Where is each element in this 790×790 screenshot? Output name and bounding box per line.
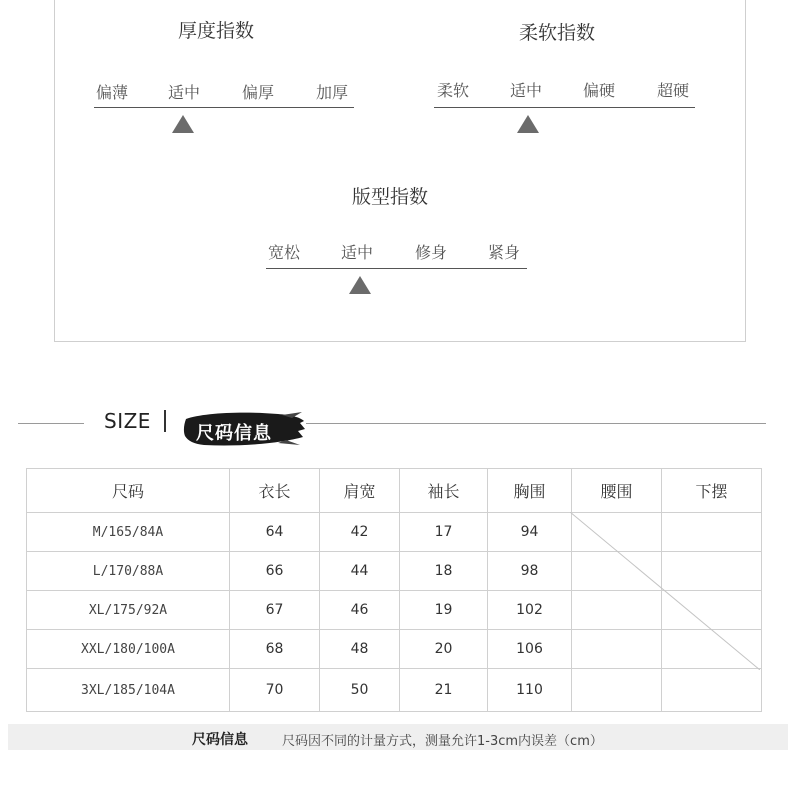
size-table	[26, 468, 762, 712]
header-sleeve: 袖长	[400, 469, 488, 513]
fit-option-loose: 宽松	[268, 243, 301, 262]
thickness-option-thick: 偏厚	[242, 83, 275, 102]
cell-sleeve: 17	[400, 513, 488, 552]
thickness-scale-line	[94, 107, 354, 108]
cell-waist	[572, 591, 662, 630]
table-row	[27, 552, 762, 591]
cell-chest: 94	[488, 513, 572, 552]
cell-hem	[662, 552, 762, 591]
cell-chest: 98	[488, 552, 572, 591]
fit-scale-line	[266, 268, 527, 269]
cell-waist	[572, 669, 662, 712]
cell-waist	[572, 630, 662, 669]
cell-shoulder: 50	[320, 669, 400, 712]
softness-scale-line	[434, 107, 695, 108]
thickness-option-thin: 偏薄	[96, 83, 129, 102]
cell-shoulder: 46	[320, 591, 400, 630]
table-row	[27, 513, 762, 552]
cell-shoulder: 48	[320, 630, 400, 669]
cell-hem	[662, 591, 762, 630]
header-size: 尺码	[27, 469, 230, 513]
softness-marker-icon	[517, 115, 539, 133]
fit-option-slim: 修身	[415, 243, 448, 262]
size-label: SIZE	[104, 409, 151, 433]
cell-sleeve: 19	[400, 591, 488, 630]
softness-option-soft: 柔软	[437, 81, 470, 100]
cell-hem	[662, 513, 762, 552]
cell-waist	[572, 513, 662, 552]
table-row	[27, 591, 762, 630]
cell-length: 70	[230, 669, 320, 712]
thickness-title: 厚度指数	[178, 20, 255, 42]
size-divider	[164, 410, 166, 432]
cell-size: L/170/88A	[27, 552, 230, 591]
fit-option-regular: 适中	[341, 243, 374, 262]
thickness-option-medium: 适中	[168, 83, 201, 102]
size-info-badge: 尺码信息	[196, 423, 272, 444]
header-hem: 下摆	[662, 469, 762, 513]
table-row	[27, 669, 762, 712]
cell-size: 3XL/185/104A	[27, 669, 230, 712]
thickness-marker-icon	[172, 115, 194, 133]
table-header-row	[27, 469, 762, 513]
cell-hem	[662, 669, 762, 712]
softness-option-hard: 偏硬	[583, 81, 616, 100]
cell-shoulder: 44	[320, 552, 400, 591]
cell-size: M/165/84A	[27, 513, 230, 552]
fit-marker-icon	[349, 276, 371, 294]
cell-chest: 110	[488, 669, 572, 712]
thickness-option-extra-thick: 加厚	[316, 83, 349, 102]
size-rule-left	[18, 423, 84, 424]
softness-option-medium: 适中	[510, 81, 543, 100]
cell-chest: 106	[488, 630, 572, 669]
header-length: 衣长	[230, 469, 320, 513]
cell-waist	[572, 552, 662, 591]
fit-title: 版型指数	[352, 186, 429, 208]
footer-label: 尺码信息	[192, 732, 248, 748]
cell-length: 66	[230, 552, 320, 591]
cell-length: 68	[230, 630, 320, 669]
cell-length: 67	[230, 591, 320, 630]
header-chest: 胸围	[488, 469, 572, 513]
fit-option-tight: 紧身	[488, 243, 521, 262]
cell-hem	[662, 630, 762, 669]
size-rule-right	[306, 423, 766, 424]
softness-option-extra-hard: 超硬	[657, 81, 690, 100]
cell-size: XL/175/92A	[27, 591, 230, 630]
cell-shoulder: 42	[320, 513, 400, 552]
footer-note: 尺码因不同的计量方式，测量允许1-3cm内误差（cm）	[282, 734, 603, 749]
header-shoulder: 肩宽	[320, 469, 400, 513]
header-waist: 腰围	[572, 469, 662, 513]
cell-length: 64	[230, 513, 320, 552]
cell-size: XXL/180/100A	[27, 630, 230, 669]
cell-chest: 102	[488, 591, 572, 630]
softness-title: 柔软指数	[519, 22, 596, 44]
table-row	[27, 630, 762, 669]
cell-sleeve: 21	[400, 669, 488, 712]
fabric-index-panel	[54, 0, 746, 342]
cell-sleeve: 18	[400, 552, 488, 591]
cell-sleeve: 20	[400, 630, 488, 669]
